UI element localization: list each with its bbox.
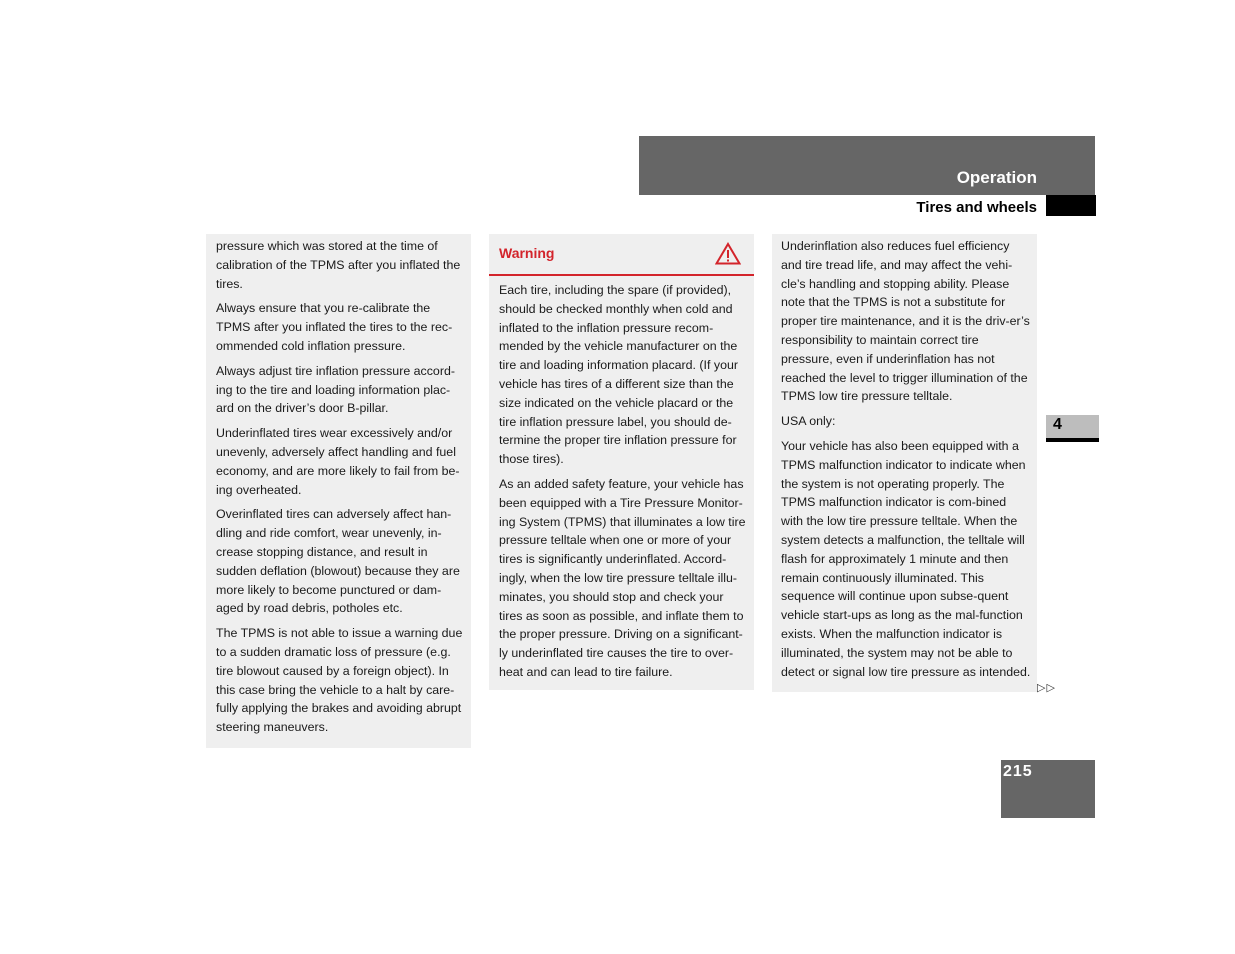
section-title: Operation bbox=[956, 168, 1037, 187]
header-tab-marker bbox=[1046, 195, 1096, 216]
warning-body bbox=[489, 276, 754, 690]
warning-box bbox=[489, 234, 754, 690]
warning-title: Warning bbox=[499, 245, 555, 261]
chapter-tab bbox=[1046, 415, 1099, 442]
page-number-box bbox=[1001, 760, 1095, 818]
warning-header bbox=[489, 234, 754, 276]
warning-paragraph-1: Each tire, including the spare (if provided), should be checked monthly when cold and inflated to the inflation pressure recom-mended by the vehicle manufacturer on the tire and loading information placard. (If your vehicle has tires of a different size than the size indicated on the vehicle placard or the tire inflation pressure label, you should de-termine the proper tire inflation pressure for those tires). bbox=[499, 283, 738, 467]
continue-arrows-icon: ▷▷ bbox=[1037, 682, 1056, 694]
right-paragraph-2: USA only: bbox=[781, 414, 836, 429]
warning-triangle-icon bbox=[715, 242, 741, 270]
left-paragraph-5: Overinflated tires can adversely affect han-dling and ride comfort, wear unevenly, in-crease stopping distance, and result in sudden deflation (blowout) because they are more likely to become punctured or dam-aged by road debris, potholes etc. bbox=[216, 507, 460, 616]
right-paragraph-3: Your vehicle has also been equipped with a TPMS malfunction indicator to indicate when the system is not operating properly. The TPMS malfunction indicator is com-bined with the low tire pressure telltale. When the system detects a malfunction, the telltale will flash for approximately 1 minute and then remain continuously illuminated. This sequence will continue upon subse-quent vehicle start-ups as long as the mal-function exists. When the malfunction indicator is illuminated, the system may not be able to detect or signal low tire pressure as intended. bbox=[781, 438, 1031, 679]
chapter-number: 4 bbox=[1053, 416, 1062, 433]
right-paragraph-1: Underinflation also reduces fuel efficiency and tire tread life, and may affect the vehi-cle’s handling and stopping ability. Please note that the TPMS is not a substitute for proper tire maintenance, and it is the driv-er’s responsibility to maintain correct tire pressure, even if underinflation has not reached the level to trigger illumination of the TPMS low tire pressure telltale. bbox=[781, 239, 1030, 404]
left-paragraph-3: Always adjust tire inflation pressure accord-ing to the tire and loading information plac-ard on the driver’s door B-pillar. bbox=[216, 363, 455, 416]
left-paragraph-1: pressure which was stored at the time of calibration of the TPMS after you inflated the tires. bbox=[216, 239, 461, 291]
subsection-title: Tires and wheels bbox=[916, 199, 1037, 216]
page-number: 215 bbox=[1003, 763, 1033, 780]
right-column bbox=[772, 234, 1037, 692]
left-paragraph-4: Underinflated tires wear excessively and/or unevenly, adversely affect handling and fuel economy, and are more likely to fail from be-ing overheated. bbox=[216, 426, 460, 497]
left-paragraph-6: The TPMS is not able to issue a warning due to a sudden dramatic loss of pressure (e.g. tire blowout caused by a foreign object). In this case bring the vehicle to a halt by care-fully applying the brakes and avoiding abrupt steering maneuvers. bbox=[216, 626, 463, 735]
left-column bbox=[206, 234, 471, 748]
warning-paragraph-2: As an added safety feature, your vehicle has been equipped with a Tire Pressure Monitor-ing System (TPMS) that illuminates a low tire pressure telltale when one or more of your tires is significantly underinflated. Accord-ingly, when the low tire pressure telltale illu-minates, you should stop and check your tires as soon as possible, and inflate them to the proper pressure. Driving on a significant-ly underinflated tire causes the tire to over-heat and can lead to tire failure. bbox=[499, 476, 746, 679]
left-paragraph-2: Always ensure that you re-calibrate the TPMS after you inflated the tires to the rec-ommended cold inflation pressure. bbox=[216, 301, 453, 353]
